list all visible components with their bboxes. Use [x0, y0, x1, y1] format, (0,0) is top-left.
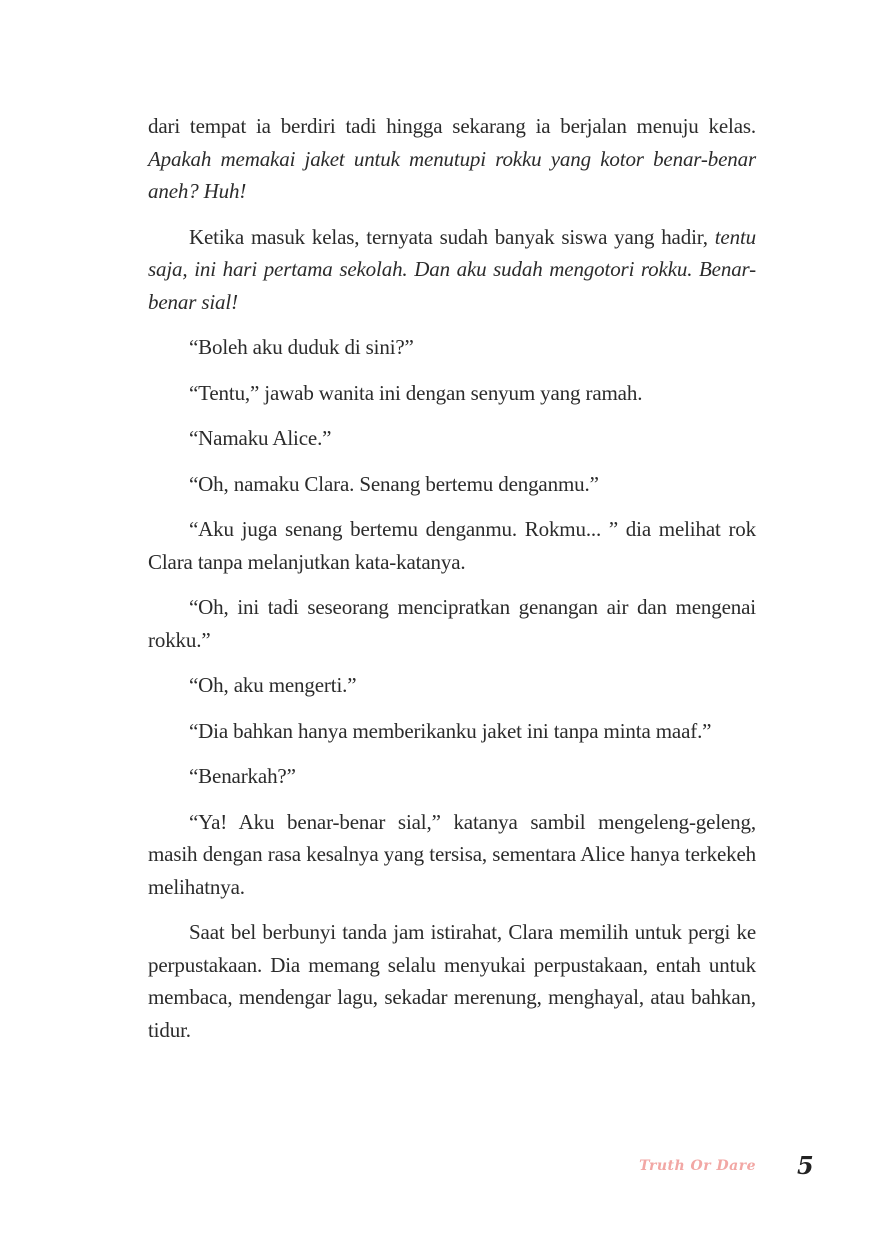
page-number: 5 [797, 1151, 814, 1180]
paragraph-9: “Oh, aku mengerti.” [189, 673, 357, 697]
paragraph-2-thought: tentu saja, ini hari pertama sekolah. Dan aku sudah mengotori rokku. Benar-benar sial! [148, 224, 756, 314]
paragraph-13: Saat bel berbunyi tanda jam istirahat, Clara memilih untuk pergi ke perpustakaan. Dia memang selalu menyukai perpustakaan, entah untuk membaca, mendengar lagu, sekadar merenung, menghayal, atau bahkan, tidur. [148, 920, 756, 1042]
paragraph-4: “Tentu,” jawab wanita ini dengan senyum yang ramah. [189, 380, 643, 405]
paragraph-11: “Benarkah?” [189, 764, 296, 788]
paragraph-10: “Dia bahkan hanya memberikanku jaket ini tanpa minta maaf.” [189, 718, 712, 743]
paragraph-5: “Namaku Alice.” [189, 426, 332, 450]
paragraph-1 [148, 110, 756, 208]
paragraph-1-thought: Apakah memakai jaket untuk menutupi rokku yang kotor benar-benar aneh? Huh! [148, 146, 756, 203]
paragraph-8: “Oh, ini tadi seseorang mencipratkan genangan air dan mengenai rokku.” [148, 595, 756, 652]
paragraph-3: “Boleh aku duduk di sini?” [189, 335, 414, 359]
running-footer-title: Truth Or Dare [639, 1158, 756, 1174]
paragraph-2-narration: Ketika masuk kelas, ternyata sudah banyak siswa yang hadir, [189, 224, 715, 249]
paragraph-6: “Oh, namaku Clara. Senang bertemu denganmu.” [189, 471, 599, 496]
paragraph-7: “Aku juga senang bertemu denganmu. Rokmu... ” dia melihat rok Clara tanpa melanjutkan kata-katanya. [148, 517, 756, 574]
body-text [148, 110, 756, 1059]
paragraph-1-narration: dari tempat ia berdiri tadi hingga sekarang ia berjalan menuju kelas. [148, 114, 756, 138]
paragraph-2 [148, 221, 756, 319]
paragraph-12: “Ya! Aku benar-benar sial,” katanya sambil mengeleng-geleng, masih dengan rasa kesalnya yang tersisa, sementara Alice hanya terkekeh melihatnya. [148, 809, 756, 899]
